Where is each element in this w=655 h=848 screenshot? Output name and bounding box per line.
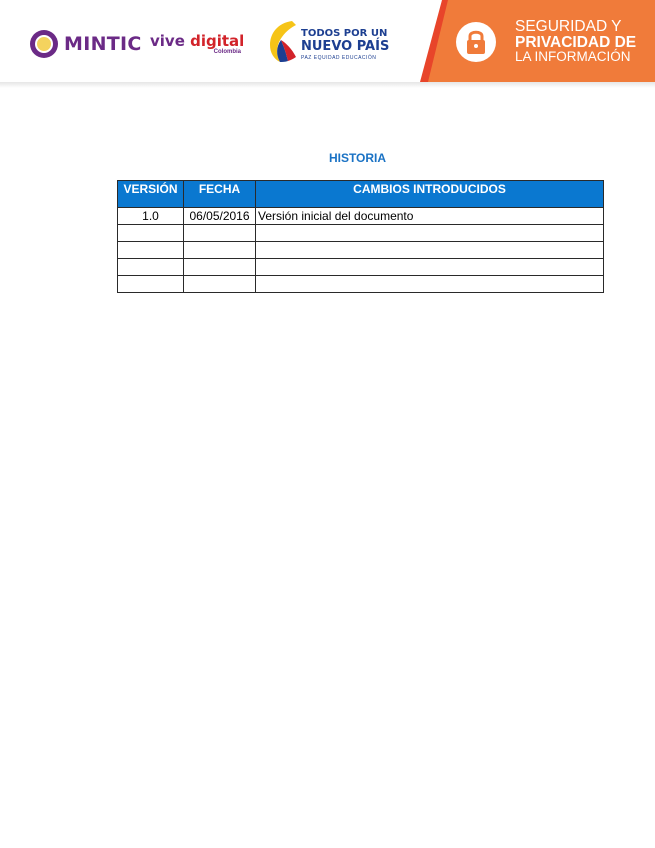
cell-cambios: [256, 242, 604, 259]
tpn-logo-line2: NUEVO PAÍS: [301, 39, 390, 54]
cell-cambios: [256, 259, 604, 276]
cell-fecha: [184, 276, 256, 293]
colombia-flag-icon: [268, 19, 298, 63]
document-title: HISTORIA: [328, 151, 387, 165]
banner-line-1: SEGURIDAD Y: [515, 18, 622, 35]
cell-version: [118, 225, 184, 242]
vive-digital-logo: [150, 32, 245, 60]
vive-digital-country: Colombia: [213, 49, 241, 55]
cell-fecha: [184, 242, 256, 259]
banner-line-2: PRIVACIDAD DE: [515, 34, 637, 51]
page-header: [0, 0, 655, 86]
table-row: [118, 208, 604, 225]
table-row: [118, 259, 604, 276]
cell-cambios: Versión inicial del documento: [256, 208, 604, 225]
cell-fecha: 06/05/2016: [184, 208, 256, 225]
coat-of-arms-icon: [30, 30, 58, 58]
header-divider: [0, 82, 655, 88]
cell-version: [118, 276, 184, 293]
tpn-logo-line1: TODOS POR UN: [301, 28, 388, 39]
todos-por-un-nuevo-pais-logo: [268, 17, 390, 65]
mintic-logo: [30, 29, 142, 59]
cell-version: [118, 259, 184, 276]
history-table: [117, 180, 604, 293]
table-row: [118, 225, 604, 242]
lock-icon: [456, 22, 496, 62]
cell-cambios: [256, 225, 604, 242]
cell-cambios: [256, 276, 604, 293]
mintic-logo-text: MINTIC: [64, 33, 142, 55]
tpn-logo-tagline: PAZ EQUIDAD EDUCACIÓN: [301, 55, 377, 61]
table-row: [118, 242, 604, 259]
column-header-fecha: FECHA: [184, 181, 256, 208]
cell-version: [118, 242, 184, 259]
column-header-version: VERSIÓN: [118, 181, 184, 208]
cell-fecha: [184, 225, 256, 242]
cell-version: 1.0: [118, 208, 184, 225]
banner-line-3: LA INFORMACIÓN: [515, 49, 631, 64]
table-row: [118, 276, 604, 293]
history-table-header-row: [118, 181, 604, 208]
digital-logo-text: digital: [190, 32, 245, 50]
vive-logo-text: vive: [150, 32, 185, 50]
cell-fecha: [184, 259, 256, 276]
column-header-cambios: CAMBIOS INTRODUCIDOS: [256, 181, 604, 208]
